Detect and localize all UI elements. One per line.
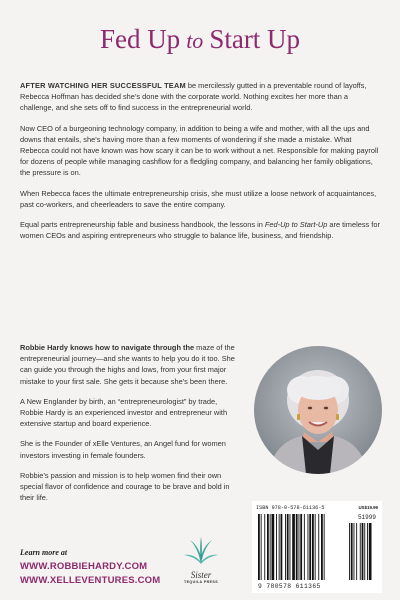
price-text: US$19.99: [358, 505, 378, 510]
blurb-p4-a: Equal parts entrepreneurship fable and business handbook, the lessons in: [20, 220, 265, 230]
price-addon-digits: 51999: [357, 514, 376, 521]
bio-paragraph-1: [20, 342, 235, 387]
title-connector: to: [186, 28, 204, 53]
author-bio: [20, 342, 235, 512]
publisher-imprint: TEQUILA PRESS: [183, 580, 219, 584]
title-start-up: Start Up: [209, 24, 301, 54]
blurb-paragraph-4: [20, 219, 380, 241]
bio-paragraph-3: She is the Founder of xElle Ventures, an Angel fund for women investors investing in female founders.: [20, 439, 226, 460]
bio-lead: Robbie Hardy knows how to navigate through the: [20, 343, 195, 352]
book-blurb: [20, 80, 380, 250]
book-title: [0, 22, 400, 58]
isbn-text: ISBN 978-0-578-61136-5: [256, 505, 325, 511]
robbiehardy-link[interactable]: WWW.ROBBIEHARDY.COM: [20, 561, 148, 572]
barcode-digits: 9 780578 611365: [258, 583, 321, 590]
publisher-logo: [182, 536, 220, 592]
publisher-name: Sister: [190, 570, 212, 580]
blurb-p1-text: be mercilessly gutted in a preventable round of layoffs, Rebecca Hoffman has decided she’s done with the corporate world. Nothing excites her more than a challenge, and she sets off to find success in the entrepreneurial world.: [20, 81, 367, 113]
xelleventures-link[interactable]: WWW.XELLEVENTURES.COM: [20, 575, 161, 586]
blurb-paragraph-1: [20, 80, 380, 114]
bio-paragraph-4: Robbie’s passion and mission is to help women find their own special flavor of confidence and courage to be brave and bold in their life.: [20, 470, 230, 503]
barcode-bars: [252, 501, 382, 593]
bio-p1-text: maze of the entrepreneurial journey—and she wants to help you do it too. She can guide you through the highs and lows, from your first major mistake to your first sale. She gets it because she’s been there.: [20, 343, 235, 386]
agave-icon: [182, 536, 220, 566]
author-photo: [254, 346, 382, 474]
title-fed-up: Fed Up: [99, 24, 181, 54]
isbn-barcode: [252, 501, 382, 593]
blurb-p4-b: are timeless for women CEOs and aspiring entrepreneurs who struggle to balance life, business, and friendship.: [20, 220, 380, 241]
blurb-paragraph-2: Now CEO of a burgeoning technology company, in addition to being a wife and mother, with all the ups and downs that entails, she’s having more than a few moments of wondering if she made a mistake. What Rebecca could not have known was how scary it can be to work without a net. Responsible for making payroll for dozens of people while managing cashflow for a fledgling company, and balancing her family obligations, the pressure is on.: [20, 123, 379, 178]
author-portrait-icon: [254, 346, 382, 474]
blurb-p4-title: Fed-Up to Start-Up: [264, 220, 328, 230]
learn-more-label: Learn more at: [20, 548, 68, 557]
blurb-lead: AFTER WATCHING HER SUCCESSFUL TEAM: [20, 81, 186, 90]
bio-paragraph-2: A New Englander by birth, an “entrepreneurologist” by trade, Robbie Hardy is an experienced investor and entrepreneur with extensive startup and board experience.: [20, 396, 228, 429]
blurb-paragraph-3: When Rebecca faces the ultimate entrepreneurship crisis, she must utilize a loose network of acquaintances, past co-workers, and cheerleaders to save the entire company.: [20, 188, 377, 209]
